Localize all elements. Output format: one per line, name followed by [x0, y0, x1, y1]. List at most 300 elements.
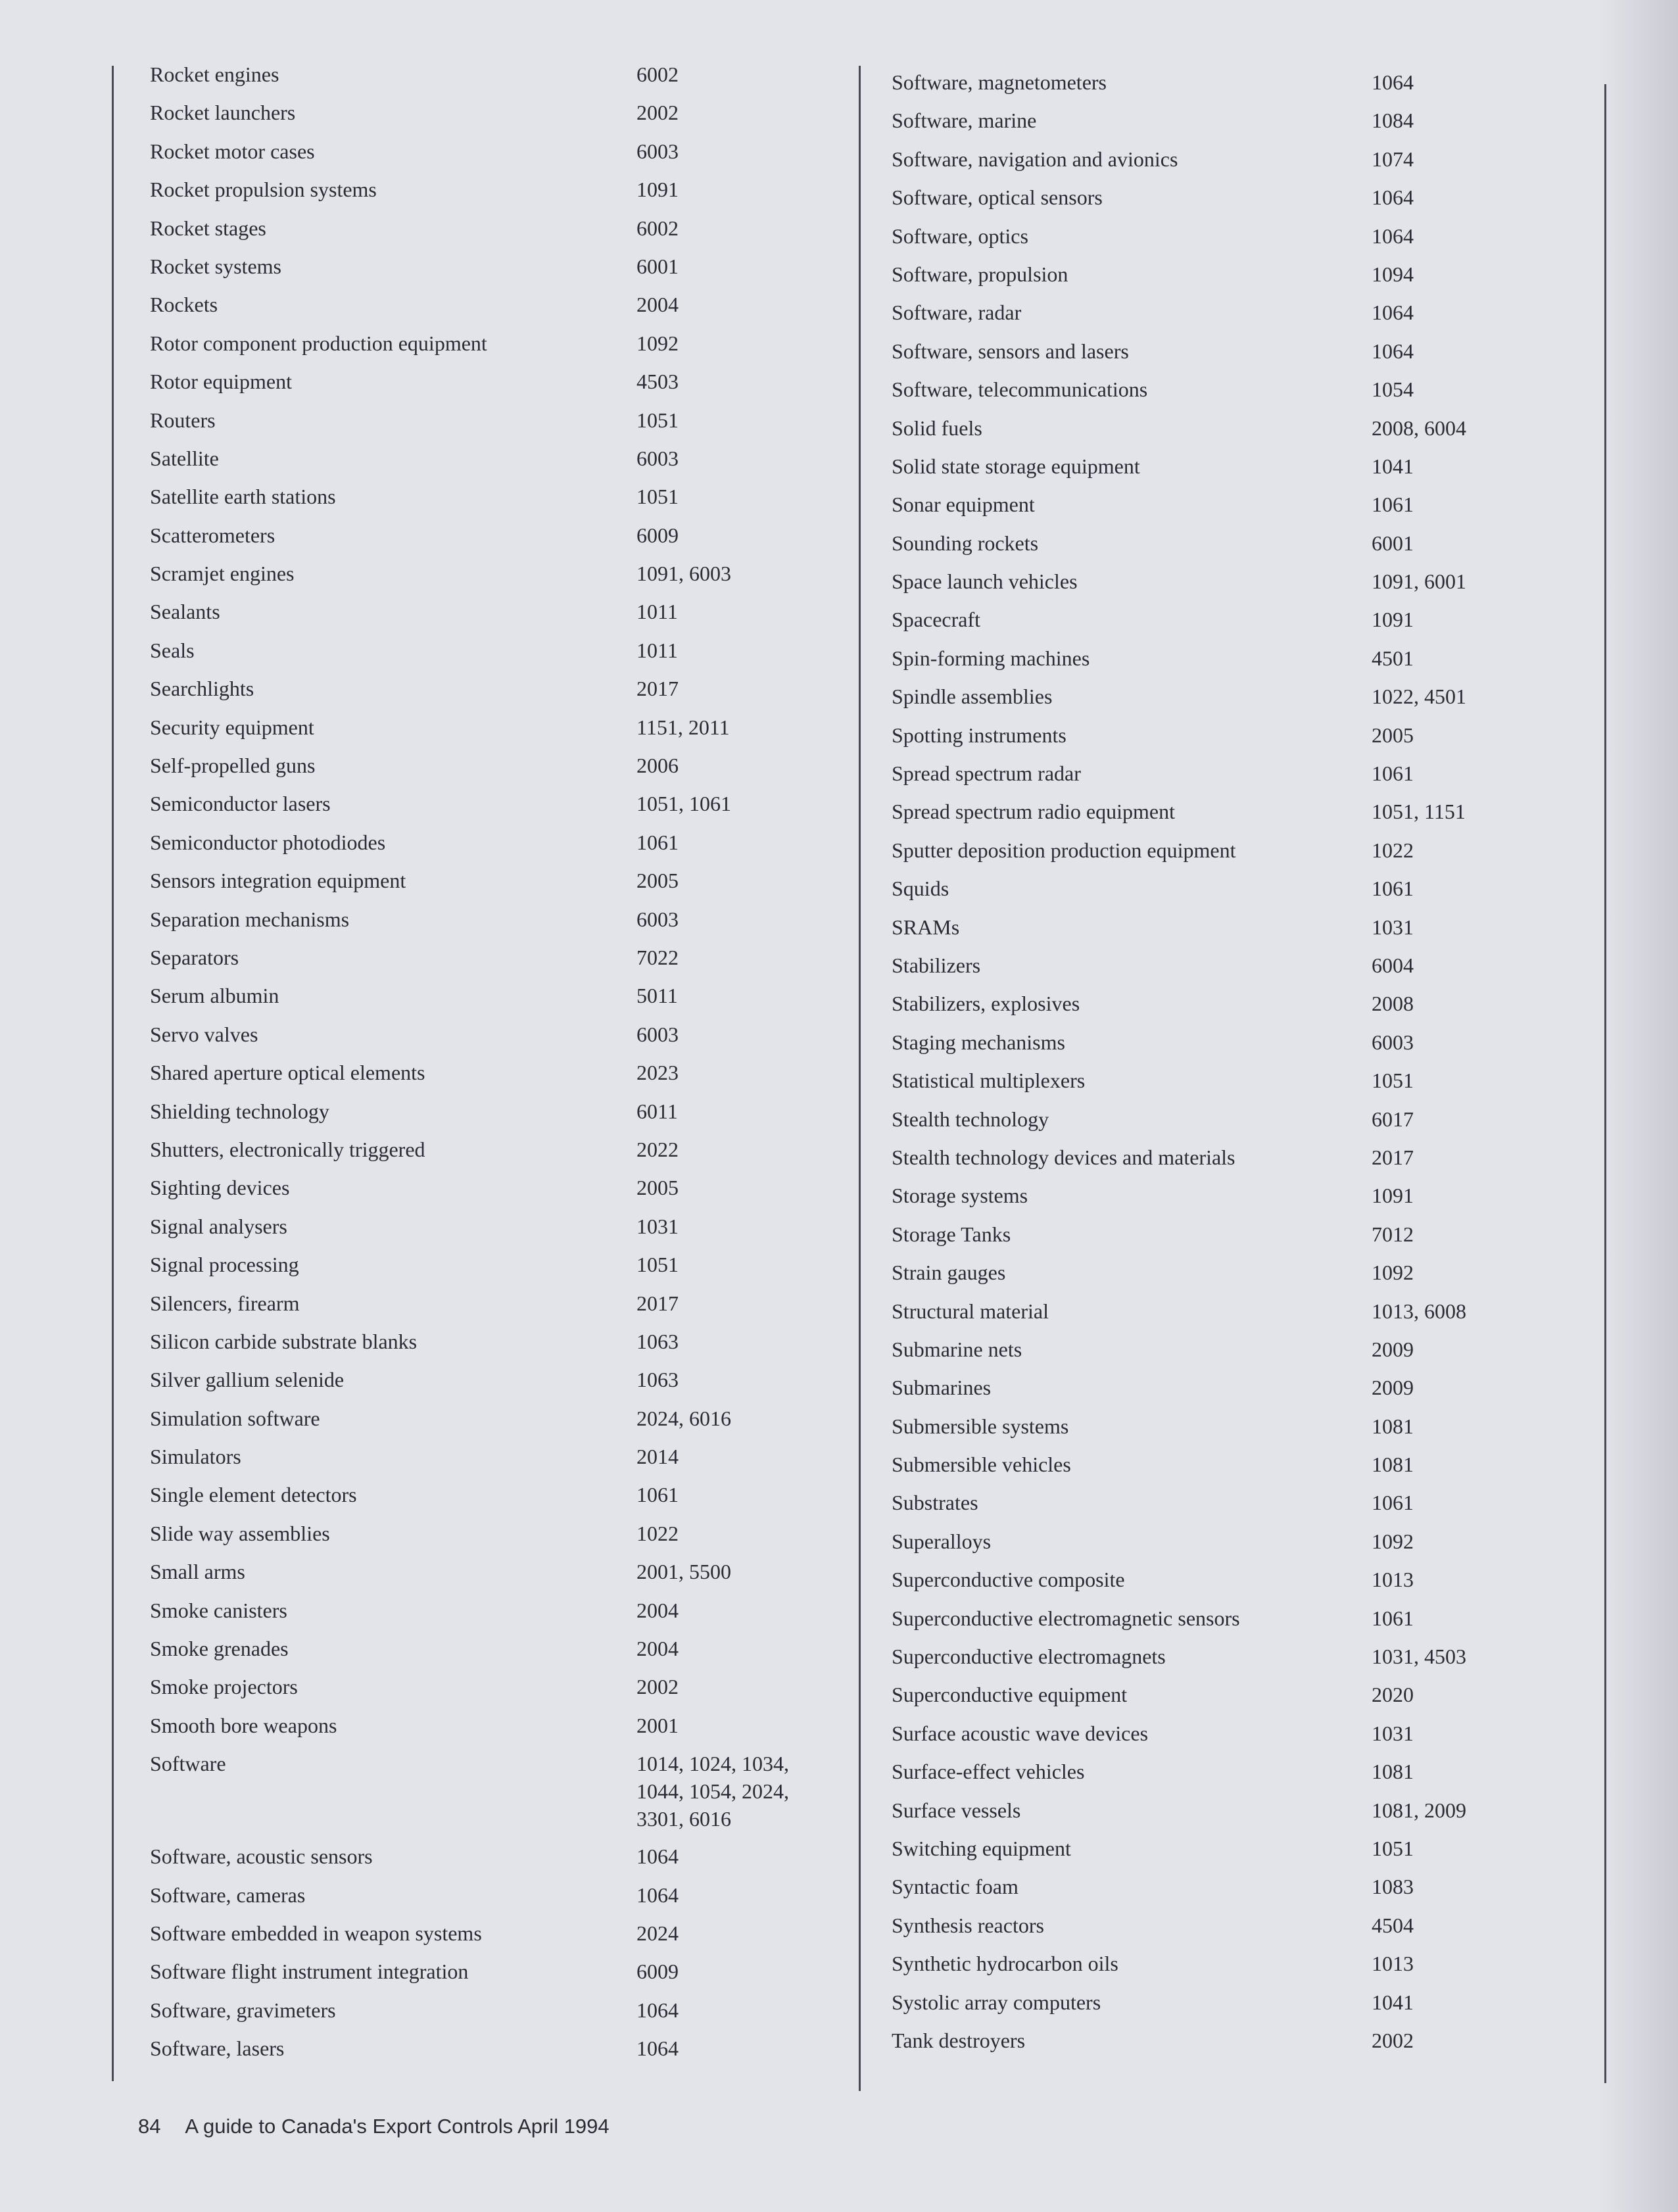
index-entry — [892, 1105, 1589, 1143]
index-entry — [892, 260, 1589, 299]
entry-term: Software, marine — [892, 108, 1037, 133]
index-entry — [150, 1481, 853, 1519]
entry-codes: 1013 — [1372, 1568, 1414, 1592]
entry-term: Solid fuels — [892, 416, 982, 440]
index-entry — [892, 1489, 1589, 1527]
entry-codes: 1051, 1061 — [636, 792, 731, 816]
entry-codes: 1063 — [636, 1368, 679, 1392]
entry-term: Self-propelled guns — [150, 754, 316, 778]
index-entry — [150, 1712, 853, 1750]
entry-term: Silver gallium selenide — [150, 1368, 345, 1392]
entry-codes: 1031 — [1372, 915, 1414, 939]
entry-term: Submarine nets — [892, 1337, 1022, 1361]
entry-codes: 4504 — [1372, 1913, 1414, 1937]
entry-term: Storage systems — [892, 1184, 1028, 1208]
entry-codes: 6002 — [636, 62, 679, 86]
page-edge-shadow — [1599, 0, 1678, 2212]
index-entry — [892, 606, 1589, 644]
entry-term: Scramjet engines — [150, 562, 295, 586]
entry-term: Smoke projectors — [150, 1675, 298, 1699]
entry-term: Stabilizers — [892, 953, 981, 977]
entry-term: Single element detectors — [150, 1483, 357, 1507]
entry-term: Substrates — [892, 1491, 978, 1515]
entry-codes: 1081 — [1372, 1414, 1414, 1438]
entry-term: Slide way assemblies — [150, 1521, 330, 1545]
index-entry — [892, 452, 1589, 491]
entry-term: Stealth technology — [892, 1107, 1049, 1131]
entry-term: Routers — [150, 408, 216, 432]
entry-term: Stealth technology devices and materials — [892, 1145, 1235, 1169]
entry-codes: 1031 — [1372, 1721, 1414, 1745]
index-entry — [892, 529, 1589, 567]
index-entry — [892, 1527, 1589, 1566]
index-entry — [892, 644, 1589, 683]
entry-codes: 1054 — [1372, 377, 1414, 402]
entry-term: Software embedded in weapon systems — [150, 1921, 482, 1945]
entry-codes: 2023 — [636, 1061, 679, 1085]
index-entry — [892, 836, 1589, 875]
index-entry — [150, 329, 853, 368]
entry-term: Software, magnetometers — [892, 70, 1107, 94]
entry-term: Rocket motor cases — [150, 139, 315, 163]
entry-codes: 1091 — [1372, 1184, 1414, 1208]
entry-term: Strain gauges — [892, 1261, 1006, 1285]
index-entry — [892, 1259, 1589, 1297]
index-entry — [150, 1842, 853, 1881]
index-entry — [150, 1059, 853, 1097]
entry-term: Silencers, firearm — [150, 1291, 300, 1315]
entry-codes: 1061 — [636, 830, 679, 854]
entry-term: Shutters, electronically triggered — [150, 1137, 425, 1161]
entry-term: Sonar equipment — [892, 493, 1035, 517]
entry-term: Separators — [150, 945, 239, 969]
entry-codes: 1092 — [1372, 1529, 1414, 1553]
entry-term: Small arms — [150, 1560, 245, 1584]
entry-term: Submersible systems — [892, 1414, 1069, 1438]
entry-codes: 1064 — [1372, 185, 1414, 210]
entry-term: Stabilizers, explosives — [892, 992, 1080, 1016]
entry-term: Switching equipment — [892, 1836, 1071, 1860]
entry-codes: 1061 — [1372, 1606, 1414, 1630]
index-entry — [150, 1136, 853, 1174]
index-entry — [892, 299, 1589, 337]
entry-codes: 1063 — [636, 1329, 679, 1353]
index-entry — [150, 521, 853, 560]
entry-codes: 2008, 6004 — [1372, 416, 1466, 440]
center-column-rule — [859, 66, 861, 2091]
entry-codes: 1051, 1151 — [1372, 800, 1466, 824]
entry-codes: 1074 — [1372, 147, 1414, 171]
entry-term: Sounding rockets — [892, 531, 1039, 555]
index-entry — [150, 982, 853, 1020]
index-entry — [892, 107, 1589, 145]
entry-term: Software, navigation and avionics — [892, 147, 1178, 171]
entry-term: Superalloys — [892, 1529, 992, 1553]
entry-codes: 1083 — [1372, 1875, 1414, 1899]
index-entry — [150, 675, 853, 713]
index-entry — [892, 1028, 1589, 1067]
entry-codes: 1031, 4503 — [1372, 1645, 1466, 1669]
index-column-right — [892, 68, 1589, 2065]
index-entry — [150, 99, 853, 137]
entry-term: Rockets — [150, 293, 218, 317]
entry-term: Solid state storage equipment — [892, 454, 1140, 478]
entry-term: Simulation software — [150, 1406, 320, 1430]
entry-codes: 6002 — [636, 216, 679, 240]
footer-title: A guide to Canada's Export Controls April 1994 — [185, 2115, 610, 2138]
index-entry — [892, 222, 1589, 260]
index-entry — [150, 1673, 853, 1711]
entry-term: Rotor component production equipment — [150, 331, 487, 355]
entry-codes: 6017 — [1372, 1107, 1414, 1131]
entry-codes: 2004 — [636, 1637, 679, 1661]
entry-codes: 6003 — [636, 907, 679, 931]
entry-codes: 4503 — [636, 370, 679, 394]
entry-codes: 1011 — [636, 600, 678, 624]
entry-term: Staging mechanisms — [892, 1030, 1065, 1054]
index-entry — [892, 1950, 1589, 1988]
entry-term: Rocket engines — [150, 62, 279, 86]
index-entry — [150, 1958, 853, 1996]
entry-codes: 7012 — [1372, 1222, 1414, 1246]
entry-codes: 1081 — [1372, 1760, 1414, 1784]
index-entry — [892, 183, 1589, 222]
entry-term: Structural material — [892, 1299, 1049, 1323]
entry-codes: 5011 — [636, 984, 678, 1008]
index-entry — [892, 1566, 1589, 1604]
entry-codes: 1051 — [636, 485, 679, 509]
index-entry — [150, 1520, 853, 1558]
entry-term: Searchlights — [150, 677, 254, 701]
entry-term: Surface vessels — [892, 1798, 1021, 1822]
entry-codes: 2005 — [636, 869, 679, 893]
index-entry — [150, 752, 853, 790]
entry-term: Software, propulsion — [892, 262, 1068, 286]
index-entry — [150, 1366, 853, 1404]
entry-codes: 2001 — [636, 1713, 679, 1737]
entry-codes: 2008 — [1372, 992, 1414, 1016]
entry-codes: 1151, 2011 — [636, 715, 730, 739]
index-entry — [892, 951, 1589, 990]
index-entry — [892, 683, 1589, 721]
entry-codes: 1061 — [1372, 1491, 1414, 1515]
entry-term: Scatterometers — [150, 523, 276, 547]
entry-codes: 1031 — [636, 1214, 679, 1238]
entry-codes: 1022 — [1372, 838, 1414, 862]
entry-term: Superconductive electromagnets — [892, 1645, 1166, 1669]
entry-term: Software — [150, 1752, 226, 1776]
entry-term: Squids — [892, 877, 949, 901]
index-entry — [892, 798, 1589, 836]
entry-term: Submarines — [892, 1376, 992, 1400]
entry-term: Software, acoustic sensors — [150, 1844, 373, 1869]
entry-codes: 2022 — [636, 1137, 679, 1161]
index-entry — [892, 1182, 1589, 1220]
index-entry — [892, 913, 1589, 951]
index-entry — [892, 1220, 1589, 1259]
entry-term: Sealants — [150, 600, 220, 624]
index-entry — [892, 1873, 1589, 1911]
entry-codes: 1022, 4501 — [1372, 685, 1466, 709]
entry-codes: 1013 — [1372, 1952, 1414, 1976]
entry-term: Signal processing — [150, 1253, 299, 1277]
index-entry — [150, 1289, 853, 1328]
entry-codes: 1061 — [1372, 877, 1414, 901]
index-entry — [150, 1558, 853, 1596]
entry-term: Seals — [150, 638, 195, 662]
index-entry — [892, 1911, 1589, 1950]
entry-codes: 2014 — [636, 1445, 679, 1469]
entry-codes: 1064 — [1372, 224, 1414, 248]
index-entry — [892, 1374, 1589, 1412]
entry-term: Software, lasers — [150, 2036, 285, 2061]
entry-codes: 1091, 6003 — [636, 562, 731, 586]
entry-term: Semiconductor lasers — [150, 792, 331, 816]
index-entry — [892, 1758, 1589, 1796]
entry-codes: 1064 — [636, 1883, 679, 1907]
entry-codes: 6003 — [636, 1022, 679, 1046]
index-entry — [892, 491, 1589, 529]
entry-codes: 2006 — [636, 754, 679, 778]
index-entry — [150, 829, 853, 867]
index-entry — [150, 944, 853, 982]
entry-term: Software, optical sensors — [892, 185, 1103, 210]
index-entry — [150, 1328, 853, 1366]
entry-codes: 2005 — [1372, 723, 1414, 747]
index-entry — [150, 406, 853, 445]
entry-codes: 2002 — [1372, 2028, 1414, 2052]
index-entry — [150, 598, 853, 636]
entry-term: Spin-forming machines — [892, 646, 1090, 670]
entry-term: Spindle assemblies — [892, 685, 1053, 709]
entry-term: Software flight instrument integration — [150, 1960, 469, 1984]
entry-term: Superconductive electromagnetic sensors — [892, 1606, 1240, 1630]
entry-codes: 2005 — [636, 1176, 679, 1200]
entry-term: Software, cameras — [150, 1883, 306, 1907]
entry-term: Systolic array computers — [892, 1990, 1101, 2014]
entry-codes: 2017 — [636, 677, 679, 701]
entry-term: Simulators — [150, 1445, 241, 1469]
entry-term: Smooth bore weapons — [150, 1713, 337, 1737]
index-entry — [892, 68, 1589, 107]
index-entry — [150, 1750, 853, 1842]
index-entry — [892, 1604, 1589, 1643]
index-entry — [150, 445, 853, 483]
entry-codes: 1091 — [636, 178, 679, 202]
index-entry — [150, 560, 853, 598]
entry-codes: 1051 — [1372, 1069, 1414, 1093]
entry-codes: 1013, 6008 — [1372, 1299, 1466, 1323]
entry-codes: 6003 — [636, 139, 679, 163]
entry-codes: 2009 — [1372, 1337, 1414, 1361]
page-footer — [138, 2115, 610, 2138]
entry-codes: 2024, 6016 — [636, 1406, 731, 1430]
index-entry — [150, 1174, 853, 1212]
index-entry — [892, 567, 1589, 606]
entry-term: Serum albumin — [150, 984, 279, 1008]
entry-codes: 1014, 1024, 1034, 1044, 1054, 2024, 3301, 6016 — [636, 1752, 789, 1831]
entry-codes: 1061 — [636, 1483, 679, 1507]
entry-term: Space launch vehicles — [892, 569, 1078, 594]
entry-codes: 7022 — [636, 945, 679, 969]
index-entry — [150, 1021, 853, 1059]
index-entry — [150, 137, 853, 176]
entry-term: Servo valves — [150, 1022, 258, 1046]
entry-term: Rocket launchers — [150, 101, 296, 125]
index-entry — [150, 1097, 853, 1136]
entry-term: Spread spectrum radar — [892, 761, 1081, 786]
entry-term: Sighting devices — [150, 1176, 290, 1200]
entry-term: Semiconductor photodiodes — [150, 830, 386, 854]
entry-codes: 1064 — [636, 1844, 679, 1869]
entry-codes: 2002 — [636, 101, 679, 125]
entry-codes: 2002 — [636, 1675, 679, 1699]
entry-codes: 1041 — [1372, 454, 1414, 478]
index-entry — [892, 1835, 1589, 1873]
entry-codes: 6001 — [1372, 531, 1414, 555]
entry-term: Satellite earth stations — [150, 485, 336, 509]
entry-term: Smoke canisters — [150, 1598, 287, 1622]
index-entry — [150, 1213, 853, 1251]
entry-term: Statistical multiplexers — [892, 1069, 1086, 1093]
entry-term: Rocket propulsion systems — [150, 178, 377, 202]
entry-codes: 1064 — [1372, 70, 1414, 94]
index-entry — [892, 990, 1589, 1028]
entry-codes: 1081, 2009 — [1372, 1798, 1466, 1822]
entry-term: Synthesis reactors — [892, 1913, 1044, 1937]
entry-codes: 4501 — [1372, 646, 1414, 670]
entry-codes: 1061 — [1372, 761, 1414, 786]
entry-codes: 2020 — [1372, 1683, 1414, 1707]
index-entry — [892, 1451, 1589, 1489]
entry-codes: 1064 — [1372, 339, 1414, 363]
entry-codes: 6003 — [636, 446, 679, 470]
entry-term: Rocket stages — [150, 216, 266, 240]
entry-codes: 1011 — [636, 638, 678, 662]
index-entry — [150, 252, 853, 291]
index-entry — [892, 1643, 1589, 1681]
entry-term: SRAMs — [892, 915, 960, 939]
index-entry — [892, 375, 1589, 414]
index-entry — [150, 483, 853, 521]
entry-codes: 6009 — [636, 1960, 679, 1984]
entry-term: Syntactic foam — [892, 1875, 1019, 1899]
index-entry — [150, 713, 853, 752]
entry-codes: 2004 — [636, 1598, 679, 1622]
index-entry — [150, 905, 853, 944]
entry-codes: 1064 — [636, 1998, 679, 2022]
entry-term: Synthetic hydrocarbon oils — [892, 1952, 1118, 1976]
entry-term: Software, radar — [892, 301, 1022, 325]
index-entry — [892, 2027, 1589, 2065]
entry-codes: 2004 — [636, 293, 679, 317]
entry-term: Software, optics — [892, 224, 1028, 248]
index-entry — [892, 759, 1589, 798]
entry-term: Rocket systems — [150, 254, 281, 278]
entry-codes: 2009 — [1372, 1376, 1414, 1400]
entry-codes: 1091 — [1372, 608, 1414, 632]
entry-term: Spacecraft — [892, 608, 981, 632]
index-entry — [892, 1297, 1589, 1335]
index-entry — [150, 291, 853, 329]
index-entry — [150, 1635, 853, 1673]
entry-codes: 2017 — [1372, 1145, 1414, 1169]
entry-term: Software, telecommunications — [892, 377, 1148, 402]
index-entry — [150, 176, 853, 214]
entry-codes: 1051 — [636, 1253, 679, 1277]
entry-codes: 1064 — [636, 2036, 679, 2061]
index-entry — [150, 1405, 853, 1443]
entry-term: Satellite — [150, 446, 219, 470]
entry-codes: 1081 — [1372, 1453, 1414, 1477]
left-column-rule — [112, 66, 114, 2081]
index-entry — [892, 1412, 1589, 1451]
index-entry — [150, 368, 853, 406]
index-entry — [892, 875, 1589, 913]
entry-codes: 2017 — [636, 1291, 679, 1315]
entry-term: Spotting instruments — [892, 723, 1067, 747]
entry-codes: 1051 — [1372, 1836, 1414, 1860]
entry-term: Superconductive equipment — [892, 1683, 1128, 1707]
entry-codes: 1092 — [636, 331, 679, 355]
index-entry — [150, 1597, 853, 1635]
entry-term: Spread spectrum radio equipment — [892, 800, 1175, 824]
entry-term: Security equipment — [150, 715, 314, 739]
index-entry — [892, 721, 1589, 759]
index-entry — [892, 1143, 1589, 1182]
index-entry — [150, 1251, 853, 1289]
entry-codes: 1091, 6001 — [1372, 569, 1466, 594]
index-entry — [892, 337, 1589, 375]
index-entry — [892, 1067, 1589, 1105]
entry-codes: 6004 — [1372, 953, 1414, 977]
index-entry — [150, 214, 853, 252]
index-entry — [150, 867, 853, 905]
entry-codes: 2001, 5500 — [636, 1560, 731, 1584]
index-entry — [892, 1988, 1589, 2027]
entry-term: Shared aperture optical elements — [150, 1061, 425, 1085]
entry-codes: 1051 — [636, 408, 679, 432]
entry-term: Sensors integration equipment — [150, 869, 406, 893]
index-entry — [892, 414, 1589, 452]
page-number: 84 — [138, 2115, 161, 2138]
entry-codes: 6011 — [636, 1099, 678, 1123]
entry-term: Rotor equipment — [150, 370, 292, 394]
index-entry — [150, 1919, 853, 1958]
entry-codes: 1061 — [1372, 493, 1414, 517]
entry-term: Silicon carbide substrate blanks — [150, 1329, 418, 1353]
index-entry — [892, 1681, 1589, 1719]
entry-codes: 1094 — [1372, 262, 1414, 286]
entry-term: Sputter deposition production equipment — [892, 838, 1236, 862]
index-entry — [150, 790, 853, 828]
entry-term: Superconductive composite — [892, 1568, 1125, 1592]
index-entry — [892, 1796, 1589, 1835]
entry-term: Surface-effect vehicles — [892, 1760, 1085, 1784]
entry-codes: 6001 — [636, 254, 679, 278]
index-entry — [892, 1335, 1589, 1374]
entry-codes: 1084 — [1372, 108, 1414, 133]
entry-term: Smoke grenades — [150, 1637, 289, 1661]
index-entry — [150, 60, 853, 99]
entry-term: Tank destroyers — [892, 2028, 1026, 2052]
entry-term: Separation mechanisms — [150, 907, 350, 931]
entry-codes: 1022 — [636, 1521, 679, 1545]
entry-term: Software, sensors and lasers — [892, 339, 1129, 363]
index-entry — [150, 1996, 853, 2034]
index-entry — [150, 2034, 853, 2073]
entry-codes: 6003 — [1372, 1030, 1414, 1054]
